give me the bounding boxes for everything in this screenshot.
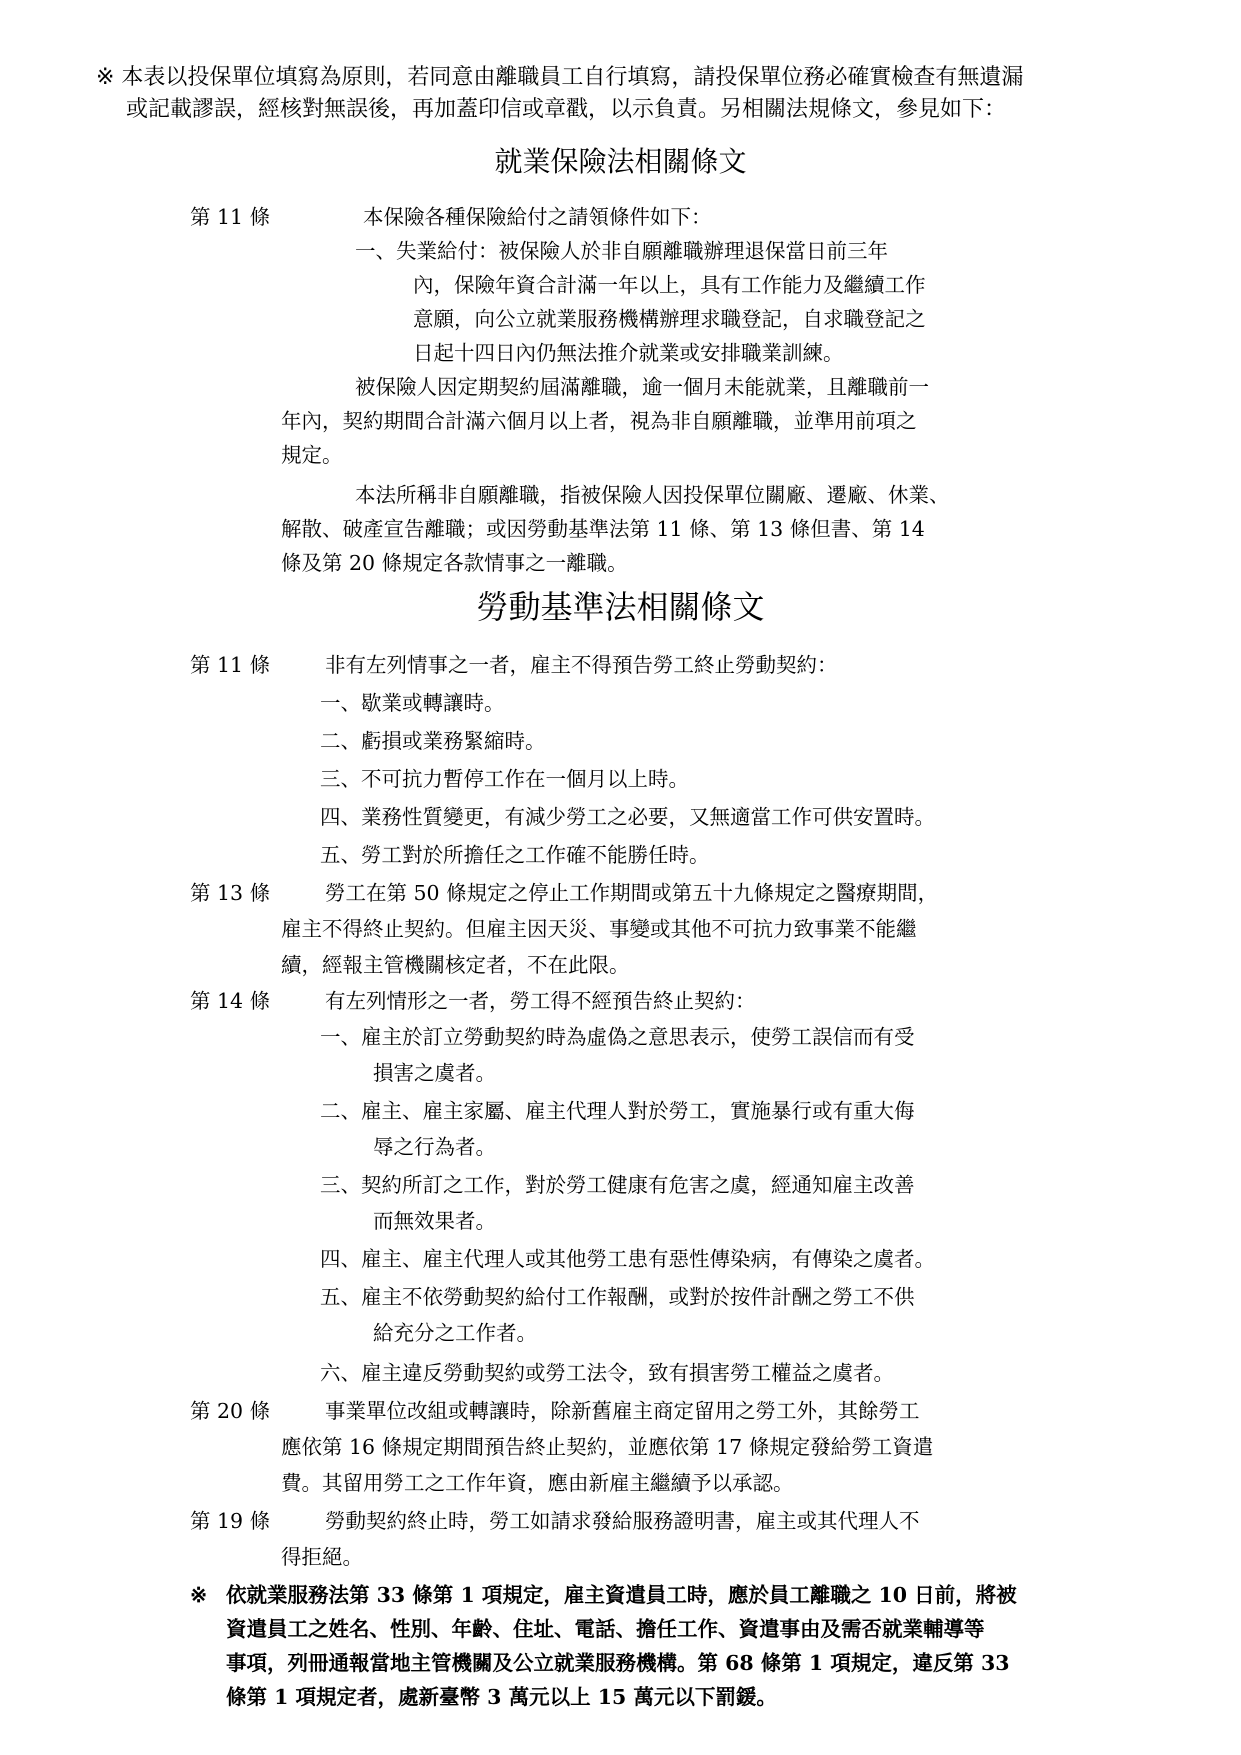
article-item: 而無效果者。	[373, 1209, 496, 1233]
article-line: 應依第 16 條規定期間預告終止契約，並應依第 17 條規定發給勞工資遣	[281, 1435, 934, 1459]
article-item: 二、雇主、雇主家屬、雇主代理人對於勞工，實施暴行或有重大侮	[320, 1099, 915, 1123]
article-item: 五、勞工對於所擔任之工作確不能勝任時。	[320, 843, 710, 867]
article-item: 三、契約所訂之工作，對於勞工健康有危害之虞，經通知雇主改善	[320, 1173, 915, 1197]
article-intro: 非有左列情事之一者，雇主不得預告勞工終止勞動契約：	[325, 653, 838, 677]
paragraph-line: 年內，契約期間合計滿六個月以上者，視為非自願離職，並準用前項之	[281, 409, 917, 433]
article-item: 辱之行為者。	[373, 1135, 496, 1159]
article-line: 雇主不得終止契約。但雇主因天災、事變或其他不可抗力致事業不能繼	[281, 917, 917, 941]
article-label: 第 20 條	[190, 1399, 271, 1423]
article-item: 損害之虞者。	[373, 1061, 496, 1085]
article-item-line: 一、失業給付：被保險人於非自願離職辦理退保當日前三年	[355, 239, 888, 263]
article-intro: 本保險各種保險給付之請領條件如下：	[363, 205, 712, 229]
article-line: 事業單位改組或轉讓時，除新舊雇主商定留用之勞工外，其餘勞工	[325, 1399, 920, 1423]
article-label: 第 14 條	[190, 989, 271, 1013]
article-item: 一、歇業或轉讓時。	[320, 691, 505, 715]
final-note-line: 事項，列冊通報當地主管機關及公立就業服務機構。第 68 條第 1 項規定，違反第 33	[226, 1651, 1010, 1675]
paragraph-line: 解散、破產宣告離職；或因勞動基準法第 11 條、第 13 條但書、第 14	[281, 517, 925, 541]
paragraph-line: 被保險人因定期契約屆滿離職，逾一個月未能就業，且離職前一	[355, 375, 929, 399]
article-item-line: 內，保險年資合計滿一年以上，具有工作能力及繼續工作	[413, 273, 926, 297]
article-item: 二、虧損或業務緊縮時。	[320, 729, 546, 753]
article-item: 一、雇主於訂立勞動契約時為虛偽之意思表示，使勞工誤信而有受	[320, 1025, 915, 1049]
article-intro: 有左列情形之一者，勞工得不經預告終止契約：	[325, 989, 756, 1013]
notice-line-1: ※ 本表以投保單位填寫為原則，若同意由離職員工自行填寫，請投保單位務必確實檢查有無遺漏	[96, 65, 1024, 90]
article-line: 續，經報主管機關核定者，不在此限。	[281, 953, 630, 977]
article-item: 三、不可抗力暫停工作在一個月以上時。	[320, 767, 689, 791]
article-label: 第 19 條	[190, 1509, 271, 1533]
final-note-mark: ※	[190, 1583, 208, 1607]
article-item: 給充分之工作者。	[373, 1321, 537, 1345]
article-item-line: 日起十四日內仍無法推介就業或安排職業訓練。	[413, 341, 844, 365]
article-line: 得拒絕。	[281, 1545, 363, 1569]
final-note-line: 依就業服務法第 33 條第 1 項規定，雇主資遣員工時，應於員工離職之 10 日前，將被	[226, 1583, 1017, 1607]
article-line: 勞工在第 50 條規定之停止工作期間或第五十九條規定之醫療期間，	[325, 881, 939, 905]
notice-line-2: 或記載謬誤，經核對無誤後，再加蓋印信或章戳，以示負責。另相關法規條文，參見如下：	[126, 97, 1007, 122]
article-label: 第 13 條	[190, 881, 271, 905]
paragraph-line: 本法所稱非自願離職，指被保險人因投保單位關廠、遷廠、休業、	[355, 483, 950, 507]
article-item: 四、雇主、雇主代理人或其他勞工患有惡性傳染病，有傳染之虞者。	[320, 1247, 935, 1271]
article-item: 四、業務性質變更，有減少勞工之必要，又無適當工作可供安置時。	[320, 805, 935, 829]
final-note-line: 資遣員工之姓名、性別、年齡、住址、電話、擔任工作、資遣事由及需否就業輔導等	[226, 1617, 985, 1641]
paragraph-line: 條及第 20 條規定各款情事之一離職。	[281, 551, 628, 575]
article-label: 第 11 條	[190, 205, 271, 229]
paragraph-line: 規定。	[281, 443, 343, 467]
article-label: 第 11 條	[190, 653, 271, 677]
article-item-line: 意願，向公立就業服務機構辦理求職登記，自求職登記之	[413, 307, 926, 331]
section-title-labor-standards: 勞動基準法相關條文	[476, 588, 765, 626]
article-line: 勞動契約終止時，勞工如請求發給服務證明書，雇主或其代理人不	[325, 1509, 920, 1533]
article-item: 五、雇主不依勞動契約給付工作報酬，或對於按件計酬之勞工不供	[320, 1285, 915, 1309]
article-line: 費。其留用勞工之工作年資，應由新雇主繼續予以承認。	[281, 1471, 794, 1495]
final-note-line: 條第 1 項規定者，處新臺幣 3 萬元以上 15 萬元以下罰鍰。	[226, 1685, 777, 1709]
article-item: 六、雇主違反勞動契約或勞工法令，致有損害勞工權益之虞者。	[320, 1361, 894, 1385]
section-title-employment-insurance: 就業保險法相關條文	[494, 145, 747, 178]
